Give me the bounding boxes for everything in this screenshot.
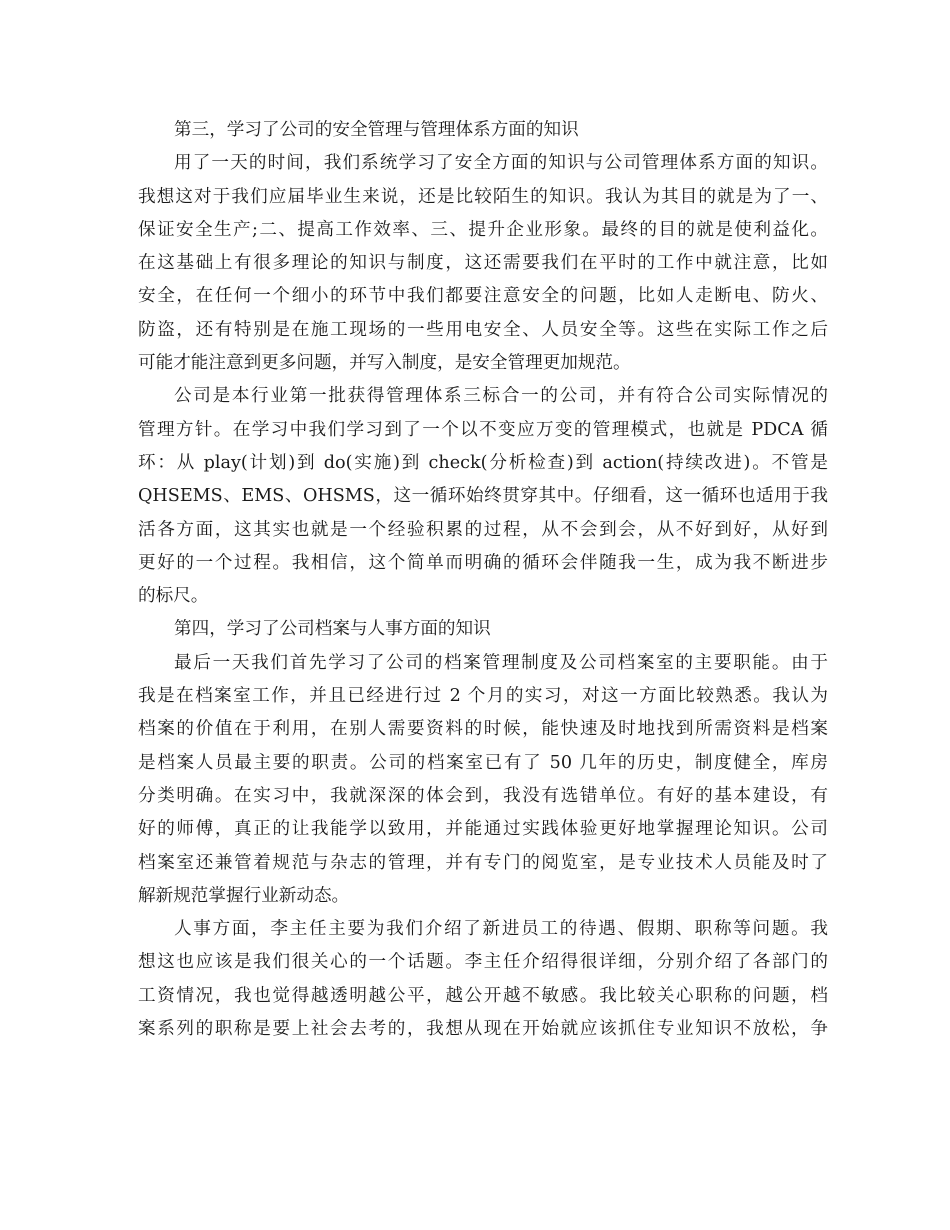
text-line: 工资情况，我也觉得越透明越公平，越公开越不敏感。我比较关心职称的问题，档	[138, 985, 828, 1006]
text-line: 是档案人员最主要的职责。公司的档案室已有了 50 几年的历史，制度健全，库房	[138, 752, 828, 773]
text-line: 档案室还兼管着规范与杂志的管理，并有专门的阅览室，是专业技术人员能及时了	[138, 852, 828, 873]
text-line: 更好的一个过程。我相信，这个简单而明确的循环会伴随我一生，成为我不断进步	[138, 552, 828, 573]
text-line: 我想这对于我们应届毕业生来说，还是比较陌生的知识。我认为其目的就是为了一、	[138, 186, 828, 207]
text-line: 防盗，还有特别是在施工现场的一些用电安全、人员安全等。这些在实际工作之后	[138, 319, 828, 340]
text-line: 想这也应该是我们很关心的一个话题。李主任介绍得很详细，分别介绍了各部门的	[138, 952, 828, 973]
text-line: 在这基础上有很多理论的知识与制度，这还需要我们在平时的工作中就注意，比如	[138, 253, 828, 274]
paragraph-first-line: 最后一天我们首先学习了公司的档案管理制度及公司档案室的主要职能。由于	[174, 652, 828, 673]
text-line: 分类明确。在实习中，我就深深的体会到，我没有选错单位。有好的基本建设，有	[138, 785, 828, 806]
document-body	[138, 114, 828, 1046]
text-line: 档案的价值在于利用，在别人需要资料的时候，能快速及时地找到所需资料是档案	[138, 719, 828, 740]
text-line: 解新规范掌握行业新动态。	[138, 885, 350, 906]
text-line: 保证安全生产;二、提高工作效率、三、提升企业形象。最终的目的就是使利益化。	[138, 219, 828, 240]
paragraph-first-line: 用了一天的时间，我们系统学习了安全方面的知识与公司管理体系方面的知识。	[174, 153, 828, 174]
text-line: 安全，在任何一个细小的环节中我们都要注意安全的问题，比如人走断电、防火、	[138, 286, 828, 307]
text-line: 的标尺。	[138, 586, 209, 607]
paragraph-first-line: 人事方面，李主任主要为我们介绍了新进员工的待遇、假期、职称等问题。我	[174, 919, 828, 940]
text-line: 我是在档案室工作，并且已经进行过 2 个月的实习，对这一方面比较熟悉。我认为	[138, 686, 828, 707]
text-line: 环：从 play(计划)到 do(实施)到 check(分析检查)到 action(持续改进)。不管是	[138, 452, 828, 473]
text-line: 好的师傅，真正的让我能学以致用，并能通过实践体验更好地掌握理论知识。公司	[138, 819, 828, 840]
text-line: QHSEMS、EMS、OHSMS，这一循环始终贯穿其中。仔细看，这一循环也适用于我	[138, 486, 828, 507]
text-line: 案系列的职称是要上社会去考的，我想从现在开始就应该抓住专业知识不放松，争	[138, 1019, 828, 1040]
paragraph-first-line: 第四，学习了公司档案与人事方面的知识	[174, 619, 491, 640]
text-line: 管理方针。在学习中我们学习到了一个以不变应万变的管理模式，也就是 PDCA 循	[138, 419, 828, 440]
paragraph-first-line: 第三，学习了公司的安全管理与管理体系方面的知识	[174, 120, 579, 140]
text-line: 活各方面，这其实也就是一个经验积累的过程，从不会到会，从不好到好，从好到	[138, 519, 828, 540]
text-line: 可能才能注意到更多问题，并写入制度，是安全管理更加规范。	[138, 353, 631, 374]
paragraph-first-line: 公司是本行业第一批获得管理体系三标合一的公司，并有符合公司实际情况的	[174, 386, 828, 407]
